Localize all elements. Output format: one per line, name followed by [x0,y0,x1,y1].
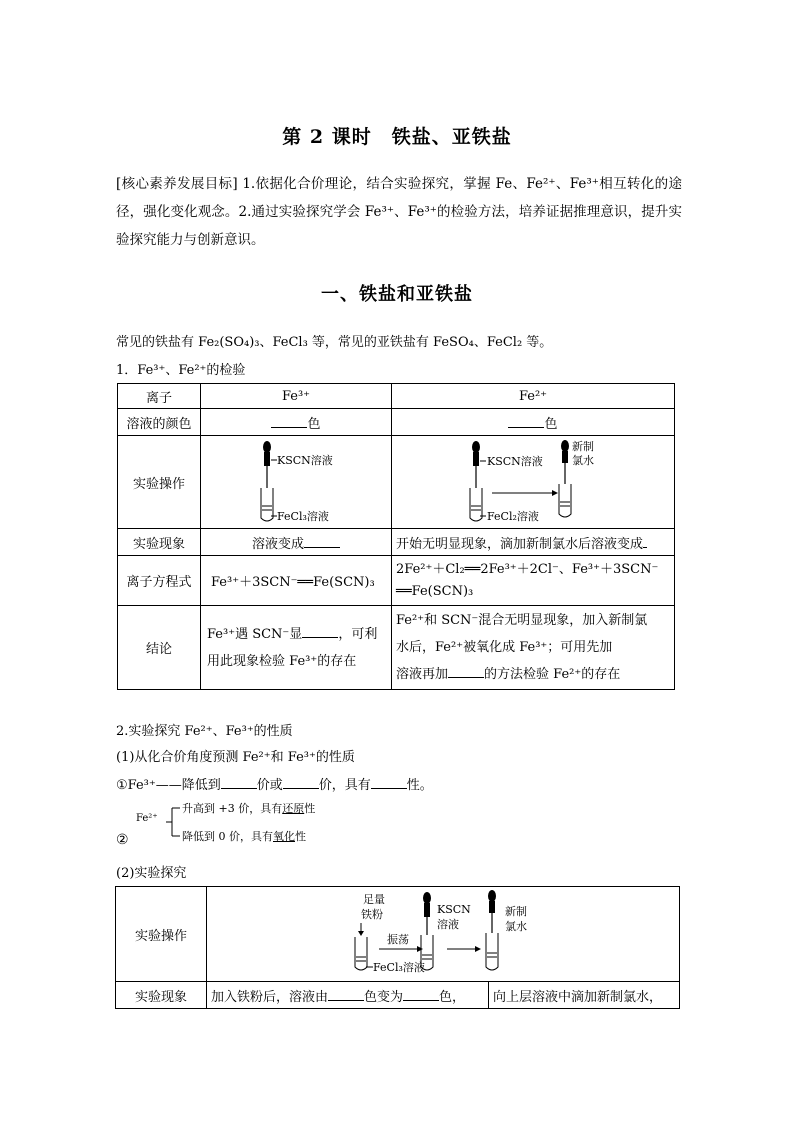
fe3-apparatus-diagram [201,436,391,524]
conclusion-fe2: Fe²⁺和 SCN⁻混合无明显现象，加入新制氯 水后，Fe²⁺被氧化成 Fe³⁺；可用先加 溶液再加 的方法检验 Fe²⁺的存在 [392,606,675,690]
blank [304,534,340,548]
chlorine-label-1: 新制 [572,440,594,453]
equation-fe2: 2Fe²⁺＋Cl₂══2Fe³⁺＋2Cl⁻、Fe³⁺＋3SCN⁻ ══Fe(SCN)₃ [392,556,675,606]
fe2-apparatus-diagram [392,436,674,524]
equation-label: 离子方程式 [118,556,201,606]
oxidation-branch: 升高到 +3 价，具有还原性 [182,802,316,815]
color-fe2: 色 [392,409,675,436]
blank [643,534,647,548]
section-heading: 一、铁盐和亚铁盐 [321,284,473,305]
blank [508,414,544,428]
fe2-ion-label: Fe²⁺ [136,813,158,824]
equation-fe3: Fe³⁺＋3SCN⁻══Fe(SCN)₃ [201,556,392,606]
subsection-2-title: 2.实验探究 Fe²⁺、Fe³⁺的性质 [116,724,293,739]
fe3-reagent-label: KSCN溶液 [277,454,333,467]
detection-table [117,383,675,690]
chlorine-label-2: 氯水 [572,454,594,467]
conclusion-label: 结论 [118,606,201,690]
table-row [118,409,675,436]
iron-label-1: 足量 [363,893,386,906]
experiment-table [115,886,680,1009]
reduction-branch: 降低到 0 价，具有氧化性 [182,830,306,843]
color-fe3: 色 [201,409,392,436]
subsection-1-title: 1．Fe³⁺、Fe²⁺的检验 [116,363,246,378]
conclusion-fe3: Fe³⁺遇 SCN⁻显 ，可利 用此现象检验 Fe³⁺的存在 [201,606,392,690]
chlorine-label-1: 新制 [505,905,528,918]
color-label: 溶液的颜色 [118,409,201,436]
header-ion: 离子 [118,384,201,409]
table-row [118,436,675,529]
table-row [116,982,680,1009]
fecl3-label: FeCl₃溶液 [373,961,425,974]
kscn-label-2: 溶液 [437,918,460,931]
operation-fe2 [392,436,675,529]
operation-label: 实验操作 [118,436,201,529]
phenomenon-fe3: 溶液变成 [201,529,392,556]
intro-text: 常见的铁盐有 Fe₂(SO₄)₃、FeCl₃ 等，常见的亚铁盐有 FeSO₄、FeCl₂ 等。 [116,335,553,350]
blank [271,414,307,428]
phenomenon-fe2: 开始无明显现象，滴加新制氯水后溶液变成 [392,529,675,556]
fe2-solution-label: FeCl₂溶液 [487,510,539,523]
chlorine-label-2: 氯水 [505,920,528,933]
phenomenon-label: 实验现象 [116,982,207,1009]
subsection-2-2-title: (2)实验探究 [116,866,187,881]
item-2-marker: ② [116,832,129,848]
header-fe3: Fe³⁺ [201,384,392,409]
goals-label: [核心素养发展目标] [116,176,238,192]
blank [371,775,407,789]
phenomenon-right: 向上层溶液中滴加新制氯水， [488,982,679,1009]
phenomenon-left: 加入铁粉后，溶液由 色变为 色， [207,982,489,1009]
subsection-2-1-title: (1)从化合价角度预测 Fe²⁺和 Fe³⁺的性质 [116,750,355,765]
table-row [116,887,680,982]
page-title: 第 2 课时 铁盐、亚铁盐 [282,126,512,148]
table-row [118,606,675,690]
kscn-label-1: KSCN [437,903,471,916]
table-row [118,556,675,606]
phenomenon-label: 实验现象 [118,529,201,556]
experiment-apparatus-diagram [207,887,677,977]
blank [328,987,364,1001]
table-row [118,384,675,409]
learning-goals [116,170,682,254]
goals-text: 1.依据化合价理论，结合实验探究，掌握 Fe、Fe²⁺、Fe³⁺相互转化的途径，强化变化观念。2.通过实验探究学会 Fe³⁺、Fe³⁺的检验方法，培养证据推理意识，提升实验探究能力与创新意识。 [116,176,682,248]
fe2-reagent-label: KSCN溶液 [487,455,543,468]
operation-fe3 [201,436,392,529]
header-fe2: Fe²⁺ [392,384,675,409]
blank [302,624,338,638]
table-row [118,529,675,556]
blank [283,775,319,789]
iron-label-2: 铁粉 [361,908,384,921]
blank [221,775,257,789]
branch-bracket [164,798,184,848]
prediction-item-1: ①Fe³⁺——降低到 价或 价，具有 性。 [116,774,433,793]
operation-diagram-cell [207,887,680,982]
blank [448,664,484,678]
prediction-item-2 [116,798,436,848]
operation-label: 实验操作 [116,887,207,982]
blank [403,987,439,1001]
shake-label: 振荡 [387,933,410,946]
fe3-solution-label: FeCl₃溶液 [277,510,329,523]
